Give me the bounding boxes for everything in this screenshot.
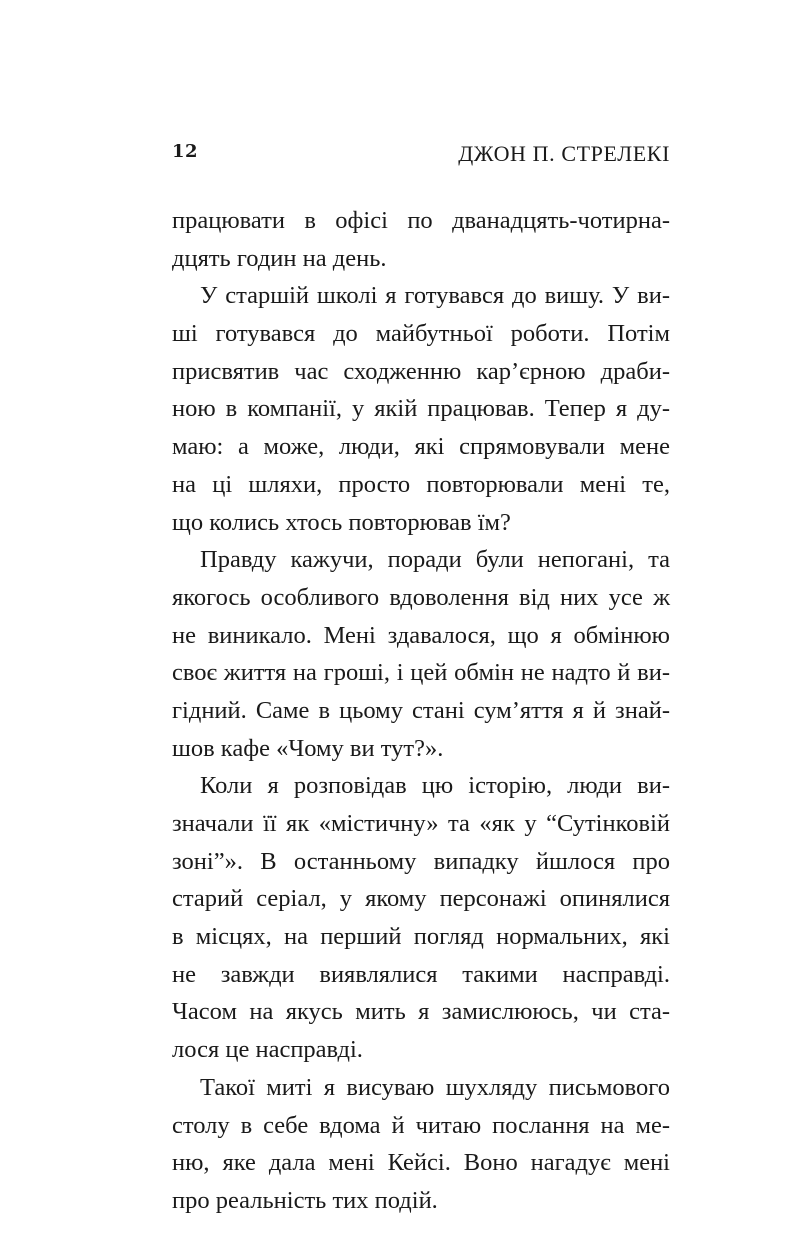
text-line: значали її як «містичну» та «як у “Сутінковій (172, 810, 670, 837)
text-line: ню, яке дала мені Кейсі. Воно нагадує мені (172, 1149, 670, 1177)
text-line: Правду кажучи, поради були непогані, та (200, 546, 670, 574)
text-line: якогось особливого вдоволення від них усе ж (172, 583, 670, 611)
text-line: що колись хтось повторював їм? (172, 508, 511, 536)
paragraph (172, 1069, 670, 1220)
text-line: Коли я розповідав цю історію, люди ви- (200, 772, 670, 800)
text-line: ною в компанії, у якій працював. Тепер я ду- (172, 395, 670, 423)
text-line: старий серіал, у якому персонажі опинялися (172, 885, 670, 913)
text-line: Часом на якусь мить я замислююсь, чи ста- (172, 998, 670, 1026)
text-line: про реальність тих подій. (172, 1186, 438, 1214)
running-title: ДЖОН П. СТРЕЛЕКІ (458, 141, 670, 166)
text-line: У старшій школі я готувався до вишу. У ви- (200, 282, 670, 310)
paragraph (172, 277, 670, 541)
text-line: дцять годин на день. (172, 244, 387, 272)
text-line: гідний. Саме в цьому стані сум’яття я й знай- (172, 696, 670, 724)
text-line: на ці шляхи, просто повторювали мені те, (172, 470, 670, 498)
text-line: не завжди виявлялися такими насправді. (172, 960, 670, 988)
paragraph (172, 541, 670, 767)
text-line: присвятив час сходженню кар’єрною драби- (172, 357, 670, 385)
text-line: Такої миті я висуваю шухляду письмового (200, 1073, 670, 1101)
text-line: не виникало. Мені здавалося, що я обмінюю (172, 621, 670, 649)
text-line: в місцях, на перший погляд нормальних, які (172, 923, 670, 951)
text-line: маю: а може, люди, які спрямовували мене (172, 433, 670, 461)
text-line: шов кафе «Чому ви тут?». (172, 734, 444, 762)
running-header (172, 141, 670, 171)
paragraph (172, 202, 670, 277)
text-line: ші готувався до майбутньої роботи. Потім (172, 320, 670, 348)
text-line: працювати в офісі по дванадцять-чотирна- (172, 207, 670, 234)
page-number: 12 (172, 141, 199, 162)
body-text (172, 202, 670, 1220)
paragraph (172, 767, 670, 1069)
text-line: столу в себе вдома й читаю послання на ме- (172, 1111, 670, 1139)
text-line: своє життя на гроші, і цей обмін не надто й ви- (172, 659, 670, 687)
text-line: зоні”». В останньому випадку йшлося про (172, 847, 670, 875)
text-line: лося це насправді. (172, 1036, 363, 1064)
